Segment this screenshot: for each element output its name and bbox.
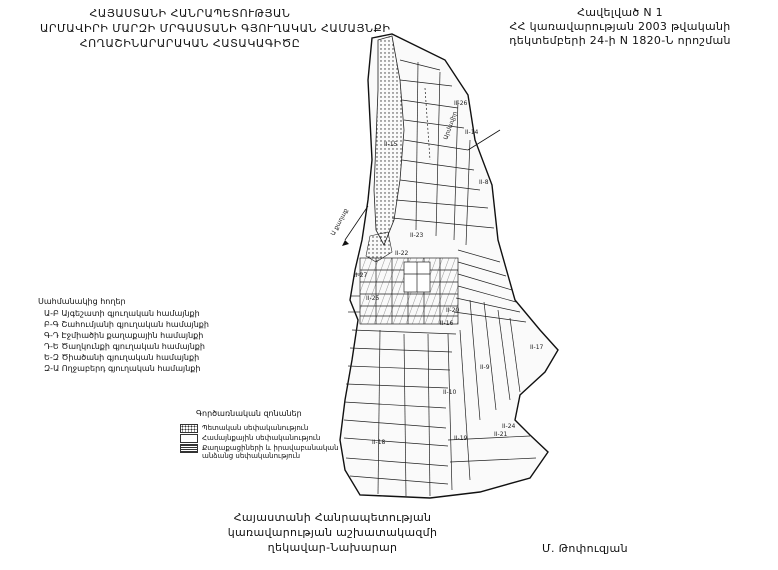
plain-swatch-icon — [180, 434, 198, 443]
parcel-label: II-8 — [479, 179, 489, 186]
parcel-label: II-19 — [454, 435, 468, 442]
signature-block — [225, 510, 440, 555]
lined-swatch-icon — [180, 444, 198, 453]
zone-row — [180, 434, 350, 443]
zone-label: Պետական սեփականություն — [202, 424, 309, 432]
parcel-label: II-27 — [354, 272, 368, 279]
zone-row — [180, 444, 350, 460]
annex-line-1: Հավելված N 1 — [577, 6, 663, 19]
signature-line-2: կառավարության աշխատակազմի — [227, 526, 438, 539]
annex-line-3: դեկտեմբերի 24-ի N 1820-Ն որոշման — [509, 34, 731, 47]
legend-heading: Սահմանակից հողեր — [38, 297, 126, 306]
zone-row — [180, 424, 350, 433]
signatory-name: Մ. Թոփուզյան — [542, 542, 628, 555]
parcel-label: II-17 — [530, 344, 544, 351]
zone-label: Համայնքային սեփականություն — [202, 434, 321, 442]
legend-item: Զ-Ա Ողջաբերդ գյուղական համայնքի — [44, 364, 201, 373]
title-line-3: ՀՈՂԱՇԻՆԱՐԱՐԱԿԱՆ ՀԱՏԱԿԱԳԻԾԸ — [79, 37, 301, 50]
parcel-label: II-25 — [366, 295, 380, 302]
parcel-label: II-18 — [372, 439, 386, 446]
parcel-label: II-14 — [465, 129, 479, 136]
dotted-swatch-icon — [180, 424, 198, 433]
annex-line-2: ՀՀ կառավարության 2003 թվականի — [509, 20, 731, 33]
road-label-west: Ա քաղաք — [329, 207, 350, 237]
title-line-2: ԱՐՄԱՎԻՐԻ ՄԱՐԶԻ ՄՐԳԱՍՏԱՆԻ ԳՅՈՒՂԱԿԱՆ ՀԱՄԱՅՆՔԻ — [40, 22, 391, 35]
road-arrow — [342, 240, 349, 246]
zones-heading: Գործառնական զոնաներ — [196, 409, 302, 418]
parcel-label: II-10 — [443, 389, 457, 396]
signature-line-3: ղեկավար-Նախարար — [267, 541, 398, 554]
road-label-armavir: Արմավիր — [442, 110, 459, 141]
parcel-label: II-22 — [395, 250, 409, 257]
legend-item: Ե-Զ Ծիածանի գյուղական համայնքի — [44, 353, 200, 362]
legend-zones — [180, 410, 350, 461]
legend-adjacent-lands — [38, 296, 209, 374]
parcel-label: II-16 — [440, 320, 454, 327]
parcel-label: II-15 — [384, 141, 398, 148]
legend-item: Գ-Դ Էջմիածին քաղաքային համայնքի — [44, 331, 204, 340]
legend-item: Բ-Գ Շահումյանի գյուղական համայնքի — [44, 320, 209, 329]
parcel-label: II-24 — [502, 423, 516, 430]
parcel-label: II-21 — [494, 431, 508, 438]
parcel-label: II-9 — [480, 364, 490, 371]
title-line-1: ՀԱՅԱՍՏԱՆԻ ՀԱՆՐԱՊԵՏՈՒԹՅԱՆ — [89, 7, 291, 20]
parcel-label: II-23 — [410, 232, 424, 239]
parcel-label: II-26 — [454, 100, 468, 107]
zone-label: Քաղաքացիների և իրավաբանական անձանց սեփականություն — [202, 444, 339, 460]
legend-item: Դ-Ե Ծաղկունքի գյուղական համայնքի — [44, 342, 205, 351]
village-core — [360, 258, 458, 324]
legend-item: Ա-Բ Այգեշատի գյուղական համայնքի — [44, 309, 200, 318]
parcel-label: II-20 — [446, 307, 460, 314]
signature-line-1: Հայաստանի Հանրապետության — [233, 511, 432, 524]
